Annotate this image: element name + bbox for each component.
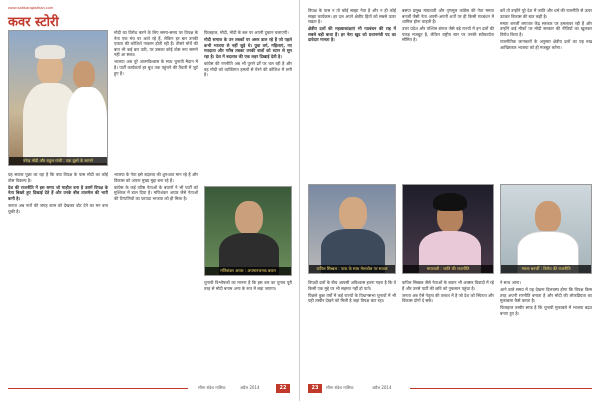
paragraph: राजनीतिक जानकारों के अनुसार क्षेत्रीय दलों का यह रुख आखिरकार भाजपा को ही मजबूत करेगा। [500,38,592,50]
footer-right [300,384,600,393]
right-col2-bottom [402,280,494,382]
paragraph: विपक्षी दलों के बीच आपसी अविश्वास इतना गहरा है कि वे किसी एक मुद्दे पर भी सहमत नहीं हो पाते। [308,280,396,291]
page-number: 22 [276,384,290,393]
paragraph: ने साथ आना। [500,280,521,285]
paragraph: ममता बनर्जी लगातार केंद्र सरकार पर हमलावर रही हैं और उन्होंने कई मौकों पर मोदी सरकार की नीतियों का खुलकर विरोध किया है। [500,20,592,37]
site-url[interactable]: www.sabkarajasthan.com [8,5,54,10]
section-title: कवर स्टोरी [8,15,59,30]
right-col1-top [308,8,396,178]
paragraph: यह सवाल पूछा जा रहा है कि क्या विपक्ष के पास मोदी का कोई ठोस विकल्प है। [8,172,108,183]
photo-caption: ममता बनर्जी : विरोध की राजनीति [501,265,591,273]
paragraph: मोदी समाज के उन तबकों पर असर डाल रहे हैं जो पहले कभी भाजपा से नहीं जुड़े थे। युवा वर्ग, महिलाएं, नए मतदाता और गरीब तबका उनकी बातों को ध्यान से सुन रहा है। देश में बदलाव की एक लहर दिखाई देती है। [204,37,292,59]
paragraph: आने वाले समय में यह देखना दिलचस्प होगा कि विपक्ष किस तरह अपनी रणनीति बनाता है और मोदी की लोकप्रियता का मुकाबला कैसे करता है। [500,287,592,304]
photo-caption: नरेन्द्र मोदी और राहुल गांधी : एक दूसरे के सामने [9,157,107,165]
photo-mayawati [402,184,494,274]
paragraph: देश की राजनीति में इस समय जो माहौल बना है उसमें विपक्ष के नेता बिखरे हुए दिखाई देते हैं और उनके बीच तालमेल की भारी कमी है। [8,184,108,201]
paragraph: जनता अब नारों की जगह काम को देखकर वोट देने का मन बना चुकी है। [8,202,108,214]
page-number: 23 [308,384,322,393]
photo-sibal [308,184,396,274]
footer-issue: अप्रैल 2014 [240,385,260,390]
paragraph: पिछले कुछ वर्षों में कई राज्यों के विधानसभा चुनावों में भी यही तस्वीर देखने को मिली है जहां विपक्ष बंटा रहा। [308,292,396,304]
footer-magazine: सीमा संदेश मासिक [326,385,354,390]
left-col3-top [204,30,292,180]
photo-mamata [500,184,592,274]
paragraph: उत्तर प्रदेश और पश्चिम बंगाल जैसे बड़े राज्यों में इन दलों की पकड़ मजबूत है, लेकिन राष्ट्रीय स्तर पर उनकी स्वीकार्यता सीमित है। [402,26,494,43]
paragraph: जनता अब ऐसे नेतृत्व की तलाश में है जो देश को स्थिरता और विकास दोनों दे सके। [402,292,494,304]
paragraph: विपक्ष के पास न तो कोई साझा नेता है और न ही कोई साझा कार्यक्रम। हर दल अपने क्षेत्रीय हितों को सबसे ऊपर रखता है। [308,8,396,25]
paragraph: फिलहाल तस्वीर साफ है कि चुनावी मुकाबले में भाजपा बढ़त बनाए हुए है। [500,305,592,316]
paragraph: करें तो उन्होंने पूरे देश में जाति और धर्म की राजनीति से ऊपर उठकर विकास की बात कही है। [500,8,592,19]
photo-aiyar [204,186,292,276]
left-col2-bottom [114,172,198,382]
paragraph: भाजपा के नेता इसे बदलाव की शुरुआत मान रहे हैं और विकास को अपना मुख्य मुद्दा बना रहे हैं। [114,172,198,183]
footer-issue: अप्रैल 2014 [372,385,392,390]
photo-caption: कपिल सिब्बल : पाक के साथ मेलजोल पर सवाल [309,265,395,273]
right-col3-bottom [500,280,592,382]
photo-caption: मणिशंकर अय्यर : अपमानजनक बयान [205,267,291,275]
paragraph: चुनावी विश्लेषकों का मानना है कि इस बार का चुनाव पूरी तरह से मोदी बनाम अन्य के रूप में लड़ा जाएगा। [204,280,292,291]
left-col1-bottom [8,172,108,382]
right-page [300,0,600,401]
paragraph: क्षेत्रीय दलों की महत्वाकांक्षाएं भी गठबंधन की राह में सबसे बड़ी बाधा हैं। हर नेता खुद को प्रधानमंत्री पद का दावेदार मानता है। [308,26,396,43]
photo-caption: मायावती : जाति की राजनीति [403,265,493,273]
photo-modi-rahul [8,30,108,166]
left-col2-top [114,30,198,166]
paragraph: भाजपा अब पूरे आत्मविश्वास के साथ चुनावी मैदान में है। पार्टी कार्यकर्ता हर बूथ तक पहुंचने की तैयारी में जुटे हुए हैं। [114,59,198,76]
right-col3-top [500,8,592,178]
paragraph: कांग्रेस की रणनीति अब भी पुराने ढर्रे पर चल रही है और वह मोदी को व्यक्तिगत हमलों से घेरने की कोशिश में लगी है। [204,60,292,78]
paragraph: बसपा प्रमुख मायावती और तृणमूल कांग्रेस की नेता ममता बनर्जी जैसी नेता अपनी-अपनी शर्तों पर ही किसी गठबंधन में शामिल होना चाहती हैं। [402,8,494,25]
right-col1-bottom [308,280,396,382]
paragraph: फिलहाल, मोदी, मोदी के बल पर अपनी दुकान चलाएगी। [204,30,289,35]
footer-left [0,384,299,393]
paragraph: कांग्रेस के कई वरिष्ठ नेताओं के बयानों ने भी पार्टी को मुश्किल में डाल दिया है। मणिशंकर अय्यर जैसे नेताओं की टिप्पणियों का फायदा भाजपा को ही मिला है। [114,184,198,201]
paragraph: मोदी का विरोध करने के लिए समय-समय पर विपक्ष के नेता एक मंच पर आते रहे हैं, लेकिन हर बार उनकी एकता की कोशिशें नाकाम होती रही हैं। तीसरे मोर्चे की बात भी कई बार उठी, पर उसका कोई ठोस रूप सामने नहीं आ सका। [114,30,198,58]
footer-magazine: सीमा संदेश मासिक [198,385,226,390]
paragraph: कपिल सिब्बल जैसे नेताओं के बयान भी अक्सर विवादों में रहे हैं और उनसे पार्टी की छवि को नुकसान पहुंचा है। [402,280,494,291]
right-col2-top [402,8,494,178]
left-col3-bottom [204,280,292,382]
